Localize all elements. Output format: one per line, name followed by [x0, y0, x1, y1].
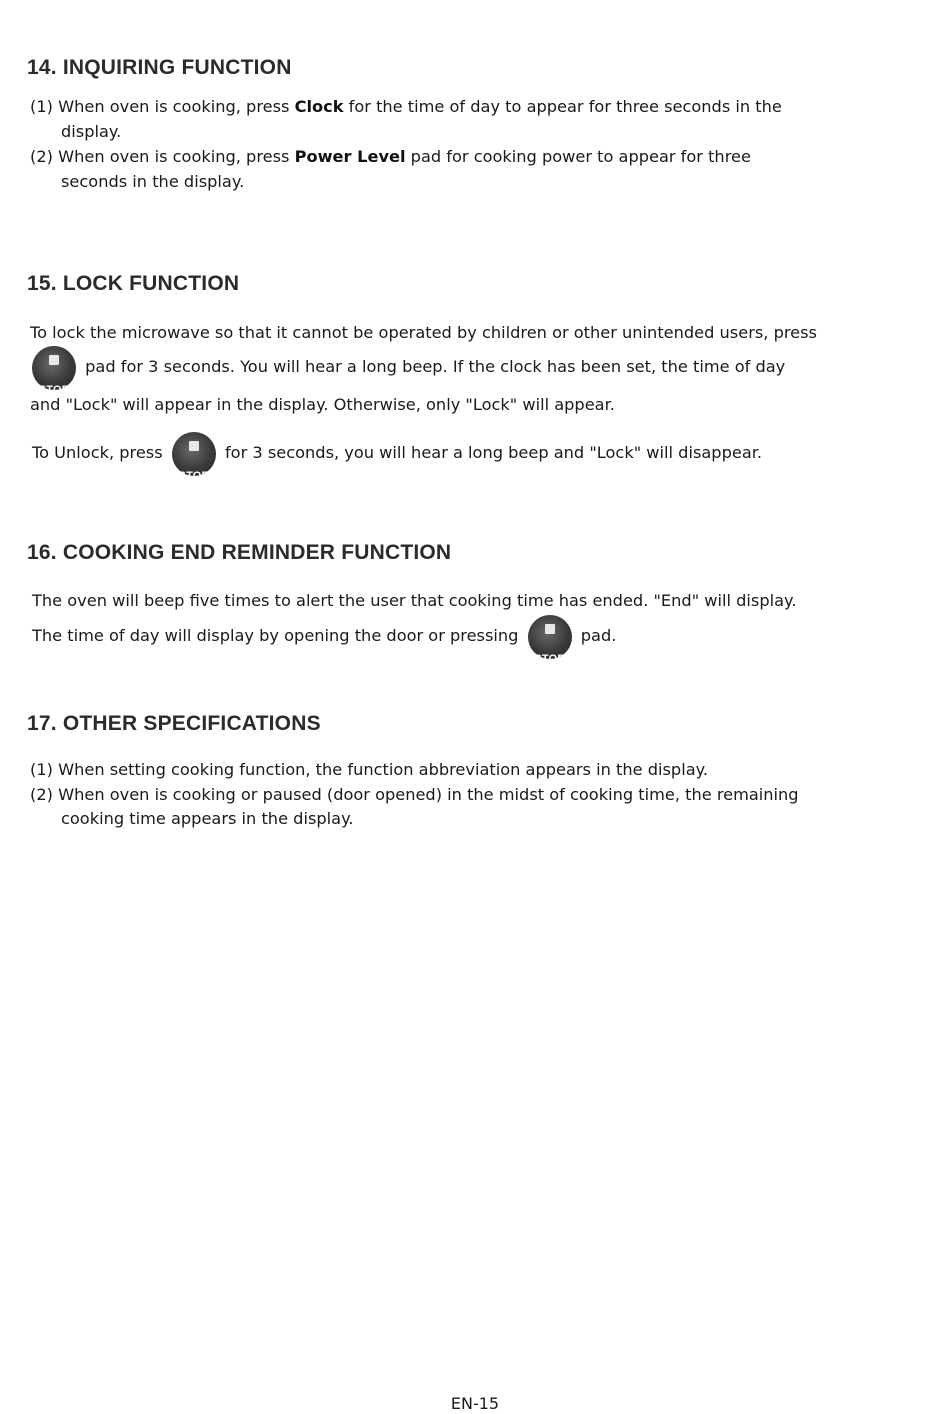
clock-keyword: Clock: [294, 97, 344, 116]
section-15-line-2: STOP pad for 3 seconds. You will hear a long beep. If the clock has been set, the time of day: [28, 345, 785, 390]
stop-button-icon: STOP: [32, 346, 76, 390]
section-16-line-2: The time of day will display by opening the door or pressing STOP pad.: [32, 614, 616, 659]
section-15-heading: 15. LOCK FUNCTION: [27, 272, 240, 295]
section-17-heading: 17. OTHER SPECIFICATIONS: [27, 712, 321, 735]
section-16-line-1: The oven will beep five times to alert the user that cooking time has ended. "End" will display.: [32, 591, 797, 610]
section-15-line-1: To lock the microwave so that it cannot be operated by children or other unintended users, press: [30, 323, 817, 342]
section-14-heading: 14. INQUIRING FUNCTION: [27, 56, 292, 79]
section-17-item-2: (2) When oven is cooking or paused (door opened) in the midst of cooking time, the remaining: [30, 785, 799, 804]
section-14-item-1-cont: display.: [61, 122, 122, 141]
section-14-item-2: (2) When oven is cooking, press Power Level pad for cooking power to appear for three: [30, 147, 751, 166]
section-15-line-3: and "Lock" will appear in the display. Otherwise, only "Lock" will appear.: [30, 395, 615, 414]
stop-button-icon: STOP: [528, 615, 572, 659]
section-16-heading: 16. COOKING END REMINDER FUNCTION: [27, 541, 452, 564]
page-number: EN-15: [450, 1394, 500, 1413]
section-17-item-1: (1) When setting cooking function, the function abbreviation appears in the display.: [30, 760, 709, 779]
stop-button-icon: STOP: [172, 432, 216, 476]
power-level-keyword: Power Level: [294, 147, 406, 166]
section-15-unlock-line: To Unlock, press STOP for 3 seconds, you will hear a long beep and "Lock" will disappear.: [32, 431, 762, 476]
section-17-item-2-cont: cooking time appears in the display.: [61, 809, 354, 828]
section-14-item-1: (1) When oven is cooking, press Clock for the time of day to appear for three seconds in the: [30, 97, 782, 116]
section-14-item-2-cont: seconds in the display.: [61, 172, 245, 191]
